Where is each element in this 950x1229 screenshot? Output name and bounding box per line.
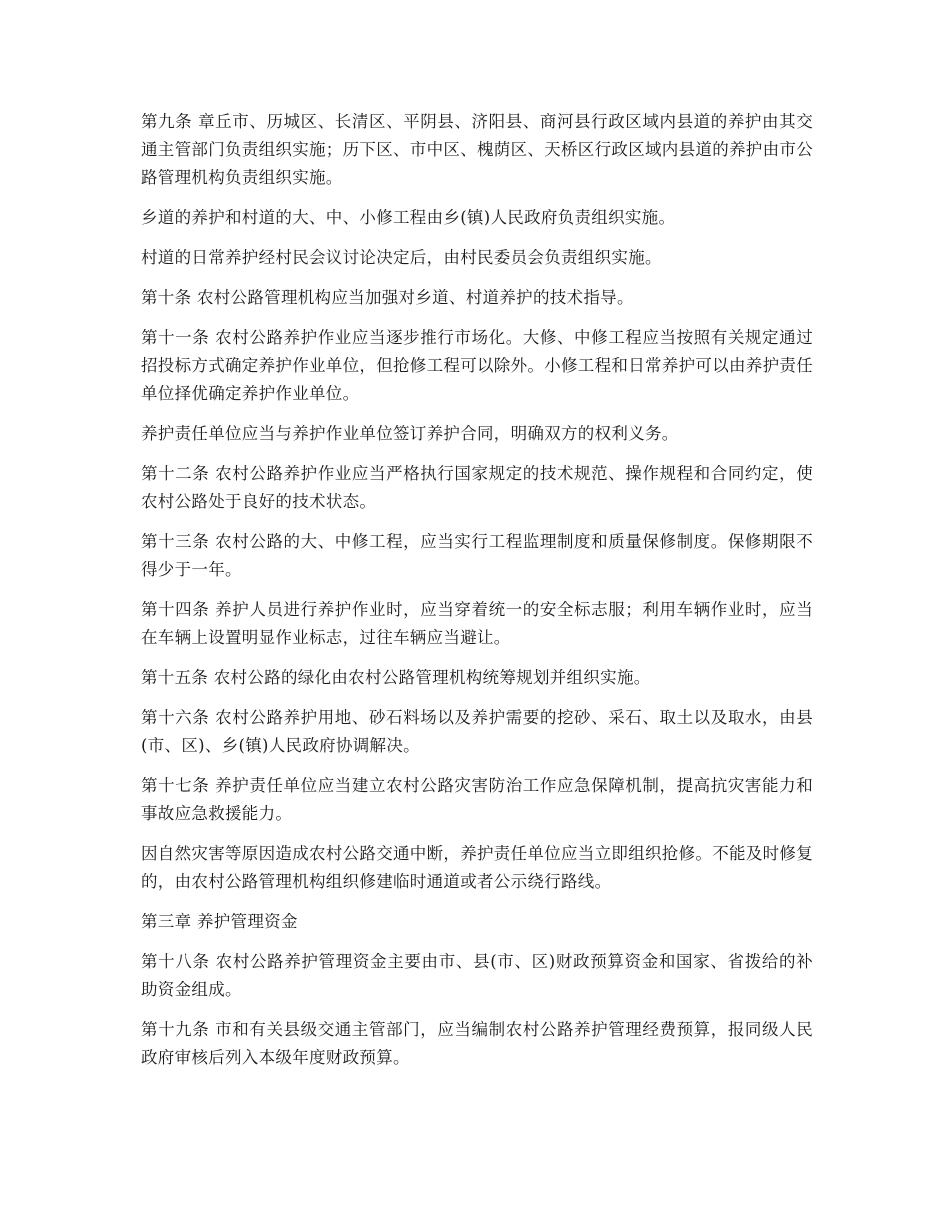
article-13-paragraph: 第十三条 农村公路的大、中修工程，应当实行工程监理制度和质量保修制度。保修期限不得少于一年。 [141, 532, 813, 579]
document-body [141, 108, 813, 1084]
village-road-paragraph: 村道的日常养护经村民会议讨论决定后，由村民委员会负责组织实施。 [141, 248, 662, 267]
article-10-paragraph: 第十条 农村公路管理机构应当加强对乡道、村道养护的技术指导。 [141, 288, 634, 307]
article-15-paragraph: 第十五条 农村公路的绿化由农村公路管理机构统筹规划并组织实施。 [141, 668, 651, 687]
article-12-paragraph: 第十二条 农村公路养护作业应当严格执行国家规定的技术规范、操作规程和合同约定，使农村公路处于良好的技术状态。 [141, 464, 813, 511]
maintenance-contract-paragraph: 养护责任单位应当与养护作业单位签订养护合同，明确双方的权利义务。 [141, 424, 679, 443]
article-16-paragraph: 第十六条 农村公路养护用地、砂石料场以及养护需要的挖砂、采石、取土以及取水，由县(市、区)、乡(镇)人民政府协调解决。 [141, 708, 813, 755]
article-11-paragraph: 第十一条 农村公路养护作业应当逐步推行市场化。大修、中修工程应当按照有关规定通过招投标方式确定养护作业单位，但抢修工程可以除外。小修工程和日常养护可以由养护责任单位择优确定养护作业单位。 [141, 328, 813, 403]
chapter-3-heading: 第三章 养护管理资金 [141, 912, 298, 931]
article-18-paragraph: 第十八条 农村公路养护管理资金主要由市、县(市、区)财政预算资金和国家、省拨给的补助资金组成。 [141, 952, 813, 999]
article-14-paragraph: 第十四条 养护人员进行养护作业时，应当穿着统一的安全标志服；利用车辆作业时，应当在车辆上设置明显作业标志，过往车辆应当避让。 [141, 600, 813, 647]
article-17-paragraph: 第十七条 养护责任单位应当建立农村公路灾害防治工作应急保障机制，提高抗灾害能力和事故应急救援能力。 [141, 776, 813, 823]
article-9-paragraph: 第九条 章丘市、历城区、长清区、平阴县、济阳县、商河县行政区域内县道的养护由其交通主管部门负责组织实施；历下区、市中区、槐荫区、天桥区行政区域内县道的养护由市公路管理机构负责组织实施。 [141, 112, 813, 187]
article-19-paragraph: 第十九条 市和有关县级交通主管部门，应当编制农村公路养护管理经费预算，报同级人民政府审核后列入本级年度财政预算。 [141, 1020, 813, 1067]
disaster-repair-paragraph: 因自然灾害等原因造成农村公路交通中断，养护责任单位应当立即组织抢修。不能及时修复的，由农村公路管理机构组织修建临时通道或者公示绕行路线。 [141, 844, 813, 891]
township-road-paragraph: 乡道的养护和村道的大、中、小修工程由乡(镇)人民政府负责组织实施。 [141, 208, 676, 227]
